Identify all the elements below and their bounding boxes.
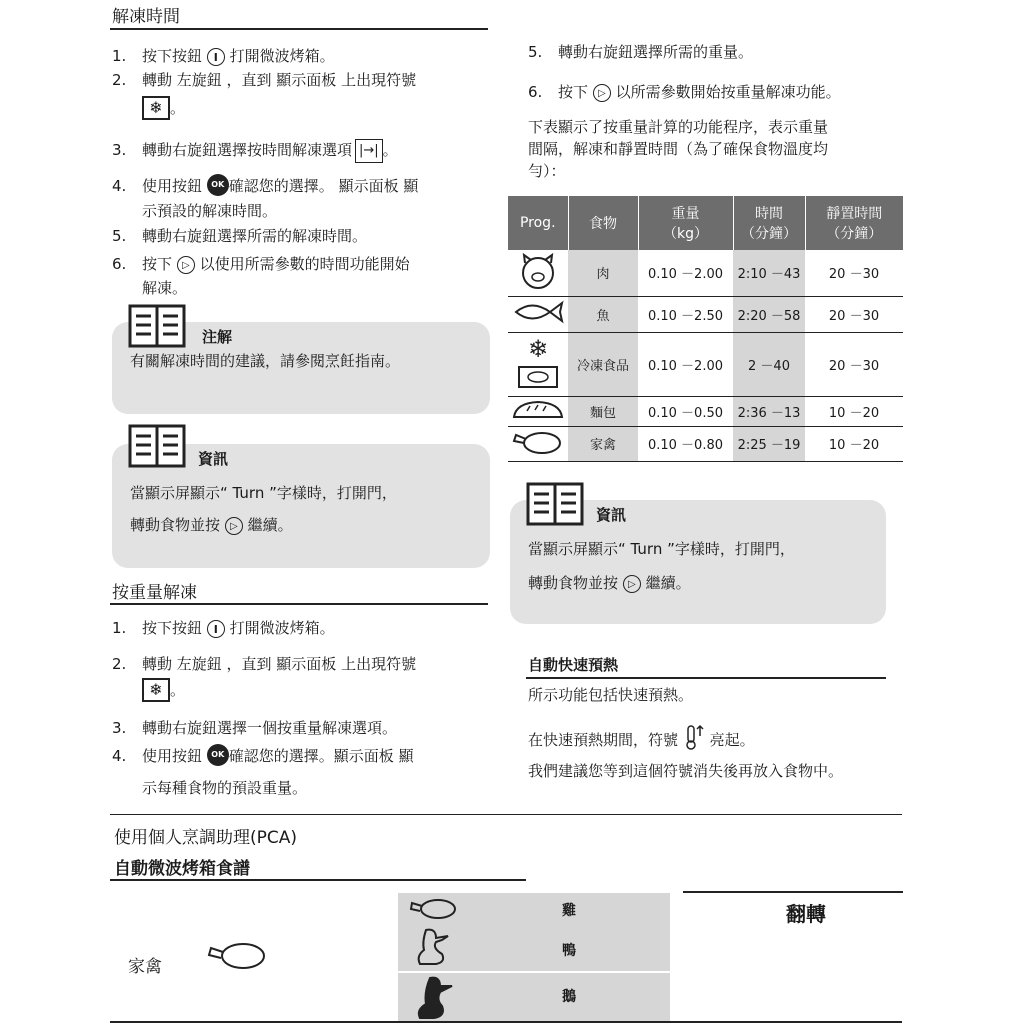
pig-icon [516, 251, 560, 291]
info-text: 繼續。 [247, 516, 293, 534]
defrost-program-table [508, 196, 903, 462]
book-icon [526, 482, 584, 526]
step-text: 按下按鈕 [142, 619, 203, 637]
preheat-text: 所示功能包括快速預熱。 [528, 686, 694, 704]
col-header-food: 食物 [568, 196, 638, 250]
step-text: 示預設的解凍時間。 [142, 202, 278, 220]
info-text-line2 [130, 514, 293, 535]
time-cell: 2:20 －58 [733, 296, 805, 332]
table-top-rule [683, 891, 903, 893]
step-text: 解凍。 [142, 279, 188, 297]
food-cell: 冷凍食品 [568, 332, 638, 396]
step-number: 3. [112, 719, 127, 737]
play-icon: ▷ [593, 84, 611, 102]
recipe-item: 鵝 [562, 989, 576, 1005]
play-icon: ▷ [623, 575, 641, 593]
section-title-time-defrost: 解凍時間 [112, 7, 180, 27]
pca-title: 使用個人烹調助理(PCA) [114, 828, 298, 848]
weight-cell: 0.10 －2.50 [638, 296, 733, 332]
food-cell: 家禽 [568, 426, 638, 461]
weight-cell: 0.10 －2.00 [638, 332, 733, 396]
time-cell: 2:25 －19 [733, 426, 805, 461]
row-divider [398, 971, 670, 973]
col-header-prog: Prog. [508, 196, 568, 250]
time-cell: 2:10 －43 [733, 250, 805, 296]
step-text: 按下按鈕 [142, 47, 203, 65]
step-number: 6. [112, 255, 127, 273]
step-number: 1. [112, 47, 127, 65]
col-header-time [733, 196, 805, 250]
note-text: 有關解凍時間的建議，請參閱烹飪指南。 [130, 352, 401, 370]
time-cell: 2 －40 [733, 332, 805, 396]
prog-icon-cell [508, 296, 568, 332]
step-number: 5. [112, 227, 127, 245]
duck-icon [412, 926, 456, 968]
table-row [508, 250, 903, 296]
rest-cell: 20 －30 [805, 250, 903, 296]
weight-cell: 0.10 －2.00 [638, 250, 733, 296]
step-text: 轉動 左旋鈕 ，直到 顯示面板 上出現符號 [142, 71, 417, 89]
table-header-row [508, 196, 903, 250]
step-text: 按下 [558, 83, 589, 101]
info-text: 轉動食物並按 [130, 516, 221, 534]
info-title: 資訊 [596, 506, 627, 524]
book-icon [128, 424, 186, 468]
step-number: 3. [112, 141, 127, 159]
intro-line: 勻）： [528, 162, 566, 180]
power-icon: I [207, 48, 225, 66]
header-line: （kg） [663, 226, 708, 242]
recipe-action: 翻轉 [786, 902, 826, 926]
step-text: 確認您的選擇。顯示面板 顯 [228, 747, 414, 765]
info-text: 當顯示屏顯示“ Turn ”字樣時，打開門， [528, 540, 795, 558]
table-row [508, 332, 903, 396]
prog-icon-cell [508, 426, 568, 461]
info-text-line2 [528, 572, 691, 593]
preheat-text: 亮起。 [709, 731, 755, 749]
goose-icon [412, 974, 456, 1020]
time-arrow-icon: |→| [355, 139, 383, 163]
snowflake-icon: ❄ [142, 96, 170, 120]
section-title-preheat: 自動快速預熱 [528, 656, 619, 674]
intro-line: 下表顯示了按重量計算的功能程序，表示重量 [528, 118, 829, 136]
step-number: 4. [112, 177, 127, 195]
play-icon: ▷ [177, 256, 195, 274]
step-number: 5. [528, 43, 543, 61]
rest-cell: 20 －30 [805, 296, 903, 332]
recipe-item: 雞 [562, 903, 576, 919]
step-text: 打開微波烤箱。 [229, 47, 335, 65]
step-text: 以所需參數開始按重量解凍功能。 [615, 83, 841, 101]
step-number: 2. [112, 655, 127, 673]
preheat-text-line2 [528, 724, 755, 750]
divider [110, 814, 902, 815]
poultry-icon [510, 427, 566, 457]
prog-icon-cell [508, 396, 568, 426]
food-cell: 麵包 [568, 396, 638, 426]
col-header-rest [805, 196, 903, 250]
step-text: 。 [170, 99, 186, 117]
section-rule [110, 28, 488, 30]
table-bottom-rule [110, 1021, 902, 1023]
poultry-icon [205, 936, 267, 972]
step-text: 轉動右旋鈕選擇一個按重量解凍選項。 [142, 719, 398, 737]
frozen-food-icon [513, 333, 563, 391]
prog-icon-cell [508, 250, 568, 296]
defrost-symbol-row [142, 96, 185, 120]
step-number: 2. [112, 71, 127, 89]
intro-text [528, 116, 828, 182]
weight-cell: 0.10 －0.50 [638, 396, 733, 426]
rest-cell: 10 －20 [805, 426, 903, 461]
ok-button-icon: OK [207, 174, 229, 196]
snowflake-icon: ❄ [142, 678, 170, 702]
bread-icon [510, 397, 566, 421]
rest-cell: 20 －30 [805, 332, 903, 396]
step-text: 轉動右旋鈕選擇所需的重量。 [558, 43, 754, 61]
col-header-weight [638, 196, 733, 250]
section-rule [110, 879, 526, 881]
pca-subtitle: 自動微波烤箱食譜 [114, 859, 250, 879]
book-icon [128, 304, 186, 348]
info-text: 繼續。 [645, 574, 691, 592]
food-cell: 魚 [568, 296, 638, 332]
step-text: 。 [170, 681, 186, 699]
ok-button-icon: OK [207, 744, 229, 766]
defrost-symbol-row [142, 678, 185, 702]
fish-icon [510, 297, 566, 327]
step-text: 以使用所需參數的時間功能開始 [199, 255, 410, 273]
power-icon: I [207, 620, 225, 638]
step-text: 確認您的選擇。 顯示面板 顯 [228, 177, 419, 195]
prog-icon-cell [508, 332, 568, 396]
play-icon: ▷ [225, 517, 243, 535]
preheat-text: 我們建議您等到這個符號消失後再放入食物中。 [528, 762, 844, 780]
rest-cell: 10 －20 [805, 396, 903, 426]
step-number: 4. [112, 747, 127, 765]
header-line: （分鐘） [826, 226, 883, 242]
info-title: 資訊 [198, 450, 229, 468]
header-line: 重量 [671, 206, 700, 222]
info-text: 當顯示屏顯示“ Turn ”字樣時，打開門， [130, 484, 397, 502]
step-text: 使用按鈕 [142, 747, 203, 765]
header-line: 靜置時間 [826, 206, 883, 222]
recipe-category: 家禽 [128, 957, 162, 977]
section-rule [526, 677, 886, 679]
section-title-weight-defrost: 按重量解凍 [112, 583, 197, 603]
table-row [508, 426, 903, 461]
preheat-text: 在快速預熱期間，符號 [528, 731, 679, 749]
step-text: 轉動右旋鈕選擇所需的解凍時間。 [142, 227, 368, 245]
header-line: 時間 [755, 206, 783, 222]
step-text: 按下 [142, 255, 173, 273]
step-text: 轉動 左旋鈕 ，直到 顯示面板 上出現符號 [142, 655, 417, 673]
table-row [508, 296, 903, 332]
header-line: （分鐘） [741, 226, 797, 242]
step-number: 1. [112, 619, 127, 637]
step-text: 打開微波烤箱。 [229, 619, 335, 637]
step-text: 示每種食物的預設重量。 [142, 779, 308, 797]
note-title: 注解 [202, 328, 233, 346]
info-text: 轉動食物並按 [528, 574, 619, 592]
step-text: 使用按鈕 [142, 177, 203, 195]
time-cell: 2:36 －13 [733, 396, 805, 426]
chicken-icon [408, 894, 458, 924]
step-text: 轉動右旋鈕選擇按時間解凍選項 [142, 141, 353, 159]
intro-line: 間隔，解凍和靜置時間（為了確保食物溫度均 [528, 140, 829, 158]
step-number: 6. [528, 83, 543, 101]
svg-text:❄: ❄ [527, 335, 549, 363]
food-cell: 肉 [568, 250, 638, 296]
recipe-item: 鴨 [562, 943, 576, 959]
table-row [508, 396, 903, 426]
weight-cell: 0.10 －0.80 [638, 426, 733, 461]
section-rule [110, 603, 488, 605]
step-text: 。 [382, 141, 398, 159]
thermometer-icon [683, 724, 705, 750]
